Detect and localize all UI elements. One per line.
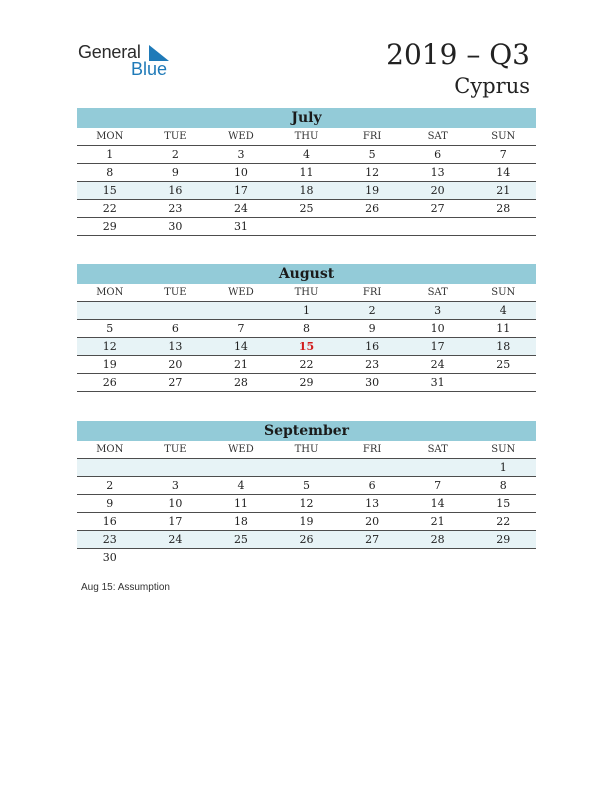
brand-word-general: General xyxy=(78,42,141,62)
weekday-header xyxy=(77,441,536,459)
day-cell: 24 xyxy=(430,358,445,371)
holiday-note: Aug 15: Assumption xyxy=(81,582,170,593)
day-cell: 8 xyxy=(499,479,507,492)
day-cell: 30 xyxy=(168,220,183,233)
day-cell: 24 xyxy=(233,202,248,215)
day-cell: 16 xyxy=(102,515,117,528)
weekday-sat: SAT xyxy=(427,131,448,142)
day-cell: 19 xyxy=(299,515,314,528)
day-cell: 15 xyxy=(496,497,511,510)
day-cell: 7 xyxy=(499,148,507,161)
weekday-sat: SAT xyxy=(427,444,448,455)
day-cell: 25 xyxy=(233,533,248,546)
month-title: August xyxy=(77,264,536,284)
day-cell: 29 xyxy=(102,220,117,233)
brand-word-blue: Blue xyxy=(131,59,168,79)
weekday-fri: FRI xyxy=(362,131,382,142)
day-cell xyxy=(143,459,209,476)
day-cell: 4 xyxy=(303,148,311,161)
day-cell: 19 xyxy=(365,184,380,197)
day-cell: 22 xyxy=(102,202,117,215)
day-cell: 23 xyxy=(365,358,380,371)
day-cell: 29 xyxy=(299,376,314,389)
weekday-wed: WED xyxy=(228,287,254,298)
day-cell: 2 xyxy=(106,479,114,492)
day-cell: 11 xyxy=(299,166,314,179)
weekday-thu: THU xyxy=(294,131,319,142)
day-cell: 19 xyxy=(102,358,117,371)
day-cell: 12 xyxy=(299,497,314,510)
day-cell: 25 xyxy=(299,202,314,215)
day-cell: 13 xyxy=(168,340,183,353)
day-cell: 15 xyxy=(102,184,117,197)
day-cell: 29 xyxy=(496,533,511,546)
day-cell: 31 xyxy=(430,376,445,389)
weekday-header xyxy=(77,128,536,146)
day-cell xyxy=(274,218,340,235)
day-cell: 27 xyxy=(365,533,380,546)
day-cell: 21 xyxy=(430,515,445,528)
day-cell: 5 xyxy=(303,479,311,492)
day-cell: 14 xyxy=(430,497,445,510)
day-cell xyxy=(208,549,274,566)
week-row xyxy=(77,200,536,218)
day-cell xyxy=(77,302,143,319)
week-row xyxy=(77,495,536,513)
page-title: 2019 – Q3 xyxy=(386,38,530,71)
day-cell: 6 xyxy=(171,322,179,335)
day-cell: 14 xyxy=(496,166,511,179)
weekday-fri: FRI xyxy=(362,287,382,298)
day-cell: 16 xyxy=(365,340,380,353)
week-row xyxy=(77,477,536,495)
day-cell: 28 xyxy=(233,376,248,389)
day-cell: 9 xyxy=(171,166,179,179)
holiday-day-cell: 15 xyxy=(298,340,315,353)
day-cell: 18 xyxy=(233,515,248,528)
day-cell: 28 xyxy=(496,202,511,215)
country-name: Cyprus xyxy=(454,74,530,98)
month-title: September xyxy=(77,421,536,441)
day-cell: 28 xyxy=(430,533,445,546)
weekday-header xyxy=(77,284,536,302)
day-cell xyxy=(143,549,209,566)
weekday-mon: MON xyxy=(96,131,124,142)
day-cell xyxy=(143,302,209,319)
day-cell: 5 xyxy=(368,148,376,161)
day-cell: 1 xyxy=(499,461,507,474)
week-row xyxy=(77,146,536,164)
day-cell: 11 xyxy=(496,322,511,335)
day-cell xyxy=(339,549,405,566)
day-cell: 23 xyxy=(168,202,183,215)
month-august xyxy=(77,264,536,392)
day-cell: 13 xyxy=(430,166,445,179)
weekday-wed: WED xyxy=(228,131,254,142)
month-september xyxy=(77,421,536,566)
day-cell xyxy=(77,459,143,476)
day-cell: 10 xyxy=(168,497,183,510)
day-cell: 18 xyxy=(299,184,314,197)
week-row xyxy=(77,531,536,549)
week-row xyxy=(77,320,536,338)
day-cell: 17 xyxy=(233,184,248,197)
day-cell: 26 xyxy=(365,202,380,215)
weekday-wed: WED xyxy=(228,444,254,455)
day-cell: 13 xyxy=(365,497,380,510)
day-cell: 2 xyxy=(368,304,376,317)
day-cell: 10 xyxy=(233,166,248,179)
day-cell: 27 xyxy=(430,202,445,215)
day-cell: 3 xyxy=(434,304,442,317)
day-cell: 23 xyxy=(102,533,117,546)
day-cell: 3 xyxy=(237,148,245,161)
day-cell: 8 xyxy=(106,166,114,179)
weekday-sun: SUN xyxy=(491,444,516,455)
week-row xyxy=(77,459,536,477)
day-cell: 5 xyxy=(106,322,114,335)
day-cell: 11 xyxy=(233,497,248,510)
day-cell xyxy=(470,374,536,391)
day-cell xyxy=(405,218,471,235)
week-row xyxy=(77,218,536,236)
day-cell: 20 xyxy=(365,515,380,528)
day-cell: 26 xyxy=(102,376,117,389)
month-july xyxy=(77,108,536,236)
week-row xyxy=(77,302,536,320)
day-cell xyxy=(405,549,471,566)
day-cell: 30 xyxy=(102,551,117,564)
day-cell: 17 xyxy=(168,515,183,528)
day-cell xyxy=(405,459,471,476)
weekday-thu: THU xyxy=(294,287,319,298)
weekday-mon: MON xyxy=(96,444,124,455)
day-cell: 12 xyxy=(365,166,380,179)
day-cell: 2 xyxy=(171,148,179,161)
day-cell: 26 xyxy=(299,533,314,546)
day-cell xyxy=(208,459,274,476)
weekday-tue: TUE xyxy=(164,131,187,142)
day-cell: 25 xyxy=(496,358,511,371)
day-cell xyxy=(274,549,340,566)
day-cell: 17 xyxy=(430,340,445,353)
day-cell: 6 xyxy=(434,148,442,161)
day-cell: 27 xyxy=(168,376,183,389)
day-cell: 20 xyxy=(430,184,445,197)
day-cell: 22 xyxy=(496,515,511,528)
day-cell: 7 xyxy=(237,322,245,335)
day-cell: 3 xyxy=(171,479,179,492)
weekday-fri: FRI xyxy=(362,444,382,455)
day-cell: 9 xyxy=(368,322,376,335)
weekday-sat: SAT xyxy=(427,287,448,298)
weekday-thu: THU xyxy=(294,444,319,455)
day-cell: 9 xyxy=(106,497,114,510)
week-row xyxy=(77,513,536,531)
day-cell: 1 xyxy=(106,148,114,161)
day-cell xyxy=(339,218,405,235)
weekday-tue: TUE xyxy=(164,444,187,455)
week-row xyxy=(77,338,536,356)
month-title: July xyxy=(77,108,536,128)
day-cell: 12 xyxy=(102,340,117,353)
day-cell: 24 xyxy=(168,533,183,546)
day-cell: 18 xyxy=(496,340,511,353)
day-cell: 22 xyxy=(299,358,314,371)
brand-logo xyxy=(78,42,178,82)
day-cell: 21 xyxy=(496,184,511,197)
day-cell: 1 xyxy=(303,304,311,317)
day-cell: 30 xyxy=(365,376,380,389)
week-row xyxy=(77,164,536,182)
day-cell: 16 xyxy=(168,184,183,197)
weekday-mon: MON xyxy=(96,287,124,298)
week-row xyxy=(77,374,536,392)
day-cell: 8 xyxy=(303,322,311,335)
weekday-sun: SUN xyxy=(491,131,516,142)
day-cell: 31 xyxy=(233,220,248,233)
day-cell xyxy=(339,459,405,476)
day-cell xyxy=(274,459,340,476)
day-cell: 21 xyxy=(233,358,248,371)
day-cell: 6 xyxy=(368,479,376,492)
weekday-tue: TUE xyxy=(164,287,187,298)
day-cell: 14 xyxy=(233,340,248,353)
week-row xyxy=(77,182,536,200)
day-cell xyxy=(470,218,536,235)
day-cell xyxy=(208,302,274,319)
day-cell: 7 xyxy=(434,479,442,492)
week-row xyxy=(77,549,536,566)
day-cell: 4 xyxy=(237,479,245,492)
weekday-sun: SUN xyxy=(491,287,516,298)
week-row xyxy=(77,356,536,374)
day-cell xyxy=(470,549,536,566)
day-cell: 10 xyxy=(430,322,445,335)
day-cell: 4 xyxy=(499,304,507,317)
day-cell: 20 xyxy=(168,358,183,371)
